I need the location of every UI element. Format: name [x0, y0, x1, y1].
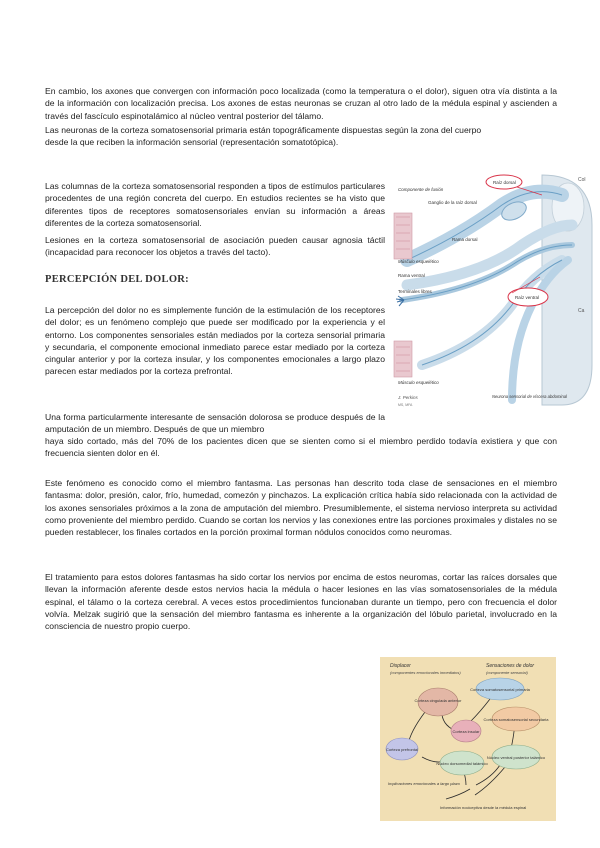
- label-musculo2: Músculo esquelético: [398, 380, 439, 385]
- label-rventral-left: Rama ventral: [398, 273, 425, 278]
- label-neurona: Neurona sensorial de víscera abdominal: [492, 394, 567, 399]
- label-rdorsal: Raíz dorsal: [493, 180, 516, 185]
- label-right2: Ca: [578, 308, 585, 314]
- label-rama: Rama dorsal: [452, 237, 478, 242]
- muscle-tissue-bottom: [394, 341, 412, 377]
- paragraph-1: En cambio, los axones que convergen con información poco localizada (como la temperatura o el dolor), siguen otra vía distinta a la de la información con localización precisa. Los axones de estas neuronas se cruzan al otro lado de la médula espinal y ascienden a través del fascículo espinotalámico al núcleo ventral posterior del tálamo.: [45, 86, 557, 121]
- right-header-sub: (componente sensorial): [486, 670, 528, 675]
- paragraph-6b: haya sido cortado, más del 70% de los pacientes dicen que se sienten como si el miembro perdido todavía existiera y que con frecuencia sienten dolor en él.: [45, 436, 557, 459]
- pain-network-figure: [380, 657, 556, 821]
- label-rventral: Raíz ventral: [515, 295, 540, 300]
- label-musculo1: Músculo esquelético: [398, 259, 439, 264]
- label-componente: Componente de fusión: [398, 187, 444, 192]
- label-right1: Col: [578, 177, 586, 183]
- label-terminales: Terminales libres: [398, 289, 432, 294]
- right-header-title: Sensaciones de dolor: [486, 663, 535, 669]
- left-header-sub: (componentes emocionales inmediatos): [390, 670, 461, 675]
- node-cingular-label: Corteza cingulada anterior: [414, 698, 462, 703]
- paragraph-2a: Las neuronas de la corteza somatosensorial primaria están topográficamente dispuestas según la zona del cuerpo: [45, 125, 482, 135]
- paragraph-3: Las columnas de la corteza somatosensorial responden a tipos de estímulos particulares procedentes de una región concreta del cuerpo. En estudios recientes se ha visto que diferentes tipos de receptores somatosensoriales envían su información a áreas diferentes de la corteza somatosensorial.: [45, 181, 385, 228]
- node-prefrontal-label: Corteza prefrontal: [385, 747, 419, 752]
- node-ventral-label: Núcleo ventral posterior talámico: [486, 755, 546, 760]
- footer-bottom: Información nociceptiva desde la médula espinal: [440, 805, 527, 810]
- node-medial-label: Núcleo dorsomedial talámico: [436, 761, 488, 766]
- paragraph-8: El tratamiento para estos dolores fantasmas ha sido cortar los nervios por encima de estos neuromas, cortar las raíces dorsales que llevan la información aferente desde estos nervios hacia la médula o hacer lesiones en las vías somatosensoriales de la médula espinal, el tálamo o la corteza cerebral. A veces estos procedimientos funcionaban durante un tiempo, pero con frecuencia el dolor volvía. Melzak sugirió que la sensación del miembro fantasma es inherente a la organización del lóbulo parietal, involucrado en la consciencia de nuestro propio cuerpo.: [45, 572, 557, 632]
- label-ganglio: Ganglio de la raíz dorsal: [428, 200, 477, 205]
- section-heading: PERCEPCIÓN DEL DOLOR:: [45, 274, 189, 285]
- left-header-title: Displacer: [390, 663, 411, 669]
- node-somato2-label: Corteza somatosensorial secundaria: [483, 717, 549, 722]
- footer-left: Implicaciones emocionales a largo plazo: [388, 781, 460, 786]
- label-credit: J. Perkins: [398, 395, 418, 400]
- paragraph-5: La percepción del dolor no es simplemente función de la estimulación de los receptores del dolor; es un fenómeno complejo que puede ser modificado por la experiencia y el entorno. Los componentes sensoriales están mediados por la corteza sensorial primaria y secundaria, el componente emocional inmediato parece estar mediado por la corteza cingular anterior y por la corteza insular, y los componentes emocionales a largo plazo parecen estar mediados por la corteza prefrontal.: [45, 305, 385, 377]
- spinal-nerve-figure: [392, 165, 600, 415]
- paragraph-6a: Una forma particularmente interesante de sensación dolorosa se produce después de la amputación de un miembro. Después de que un miembro: [45, 412, 385, 435]
- label-credit2: MS, MFA: [398, 403, 413, 407]
- paragraph-2b: desde la que reciben la información sensorial (representación somatotópica).: [45, 137, 339, 147]
- muscle-tissue-top: [394, 213, 412, 259]
- paragraph-4: Lesiones en la corteza somatosensorial de asociación pueden causar agnosia táctil (incapacidad para reconocer los objetos a través del tacto).: [45, 235, 385, 258]
- node-somato1-label: Corteza somatosensorial primaria: [470, 687, 530, 692]
- paragraph-7: Este fenómeno es conocido como el miembro fantasma. Las personas han descrito toda clase de sensaciones en el miembro fantasma: dolor, presión, calor, frío, humedad, comezón y pinchazos. La explicación crítica había sido relacionada con la actividad de los axones sensoriales próximos a la zona de amputación del miembro. Presumiblemente, el sistema nervioso interpreta su actividad como proveniente del miembro perdido. Cuando se cortan los nervios y las conexiones entre las porciones proximales y distales no se pueden restablecer, los finales cortados en la porción proximal forman nódulos conocidos como neuromas.: [45, 478, 557, 538]
- node-insular-label: Corteza insular: [452, 729, 480, 734]
